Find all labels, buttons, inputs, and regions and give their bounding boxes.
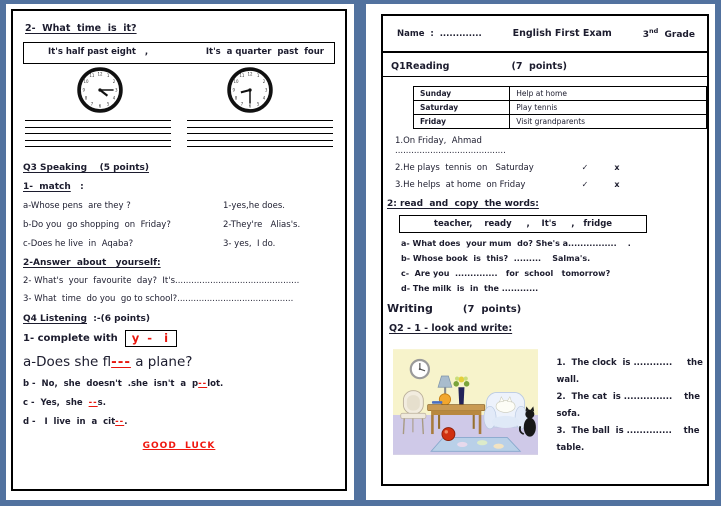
svg-text:2: 2 <box>112 79 116 85</box>
q1-heading-row <box>383 53 707 77</box>
table-row <box>414 87 707 101</box>
match-heading <box>23 182 335 192</box>
svg-text:7: 7 <box>240 101 244 107</box>
sentence: 3. The ball is .............. the table. <box>556 426 703 453</box>
listening-item-text: . <box>124 416 128 427</box>
q4-heading <box>23 314 335 324</box>
svg-text:11: 11 <box>89 73 95 79</box>
writing-lines-right <box>187 120 333 153</box>
listening-item-text: lot. <box>207 378 224 389</box>
room-picture <box>393 341 538 463</box>
picture-sentences <box>556 355 707 463</box>
match-answer: 3- yes, I do. <box>223 238 276 249</box>
words-box: teacher, ready , It's , fridge <box>399 215 647 233</box>
activity-cell: Play tennis <box>510 101 707 115</box>
time-answers-box <box>23 42 335 64</box>
listening-item-text: a plane? <box>130 353 193 370</box>
svg-text:10: 10 <box>233 79 239 85</box>
exam-header <box>383 16 707 53</box>
day-cell: Saturday <box>414 101 510 115</box>
listening-item-text: b - No, she doesn't .she isn't a p <box>23 378 199 389</box>
listening-item-text: c - Yes, she <box>23 397 89 408</box>
svg-text:7: 7 <box>90 101 94 107</box>
q2-heading: Q2 - 1 - look and write: <box>389 323 513 334</box>
page-left[interactable] <box>6 4 354 500</box>
svg-text:9: 9 <box>232 87 236 93</box>
reading-item-text: 1.On Friday, Ahmad ......................................... <box>395 136 506 156</box>
q4-heading-points: :-(6 points) <box>86 313 150 324</box>
q2-title: 2- What time is it? <box>25 23 137 34</box>
check-mark <box>567 136 603 156</box>
grade-label <box>643 27 695 40</box>
table-row <box>414 115 707 129</box>
name-field: Name : ............. <box>397 28 482 39</box>
svg-text:3: 3 <box>264 87 268 93</box>
svg-text:8: 8 <box>234 95 238 101</box>
match-row <box>23 220 335 230</box>
page-right[interactable] <box>366 4 715 500</box>
svg-text:2: 2 <box>262 79 266 85</box>
copy-item: a- What does your mum do? She's a................ . <box>401 239 631 248</box>
day-cell: Sunday <box>414 87 510 101</box>
q4-heading-label: Q4 Listening <box>23 313 87 324</box>
cross-mark <box>603 136 631 156</box>
svg-text:5: 5 <box>256 101 260 107</box>
q3-heading: Q3 Speaking (5 points) <box>23 162 149 173</box>
complete-with-box: y - i <box>125 330 177 347</box>
fill-gap: -- <box>115 416 125 427</box>
fill-gap: --- <box>111 353 131 370</box>
complete-with-label: 1- complete with <box>23 332 118 344</box>
grade-ordinal: nd <box>648 27 659 35</box>
cross-mark: x <box>614 180 620 189</box>
svg-text:5: 5 <box>106 101 110 107</box>
svg-text:3: 3 <box>114 87 118 93</box>
check-mark: ✓ <box>581 163 589 172</box>
copy-item: c- Are you .............. for school tomorrow? <box>401 269 611 278</box>
exam-title: English First Exam <box>512 28 612 39</box>
svg-text:1: 1 <box>256 73 260 79</box>
copy-item: b- Whose book is this? ......... Salma's. <box>401 254 591 263</box>
listening-item-text: a-Does she fl <box>23 353 112 370</box>
check-mark: ✓ <box>581 180 589 189</box>
reading-item-text: 3.He helps at home on Friday <box>395 180 526 190</box>
day-cell: Friday <box>414 115 510 129</box>
schedule-table <box>413 86 707 129</box>
match-question: b-Do you go shopping on Friday? <box>23 219 171 230</box>
grade-number: 3 <box>642 30 649 40</box>
page-left-border <box>11 9 347 491</box>
book-icon <box>432 401 442 404</box>
table-row <box>414 101 707 115</box>
fill-gap: -- <box>198 378 208 389</box>
grade-word: Grade <box>658 30 695 40</box>
svg-text:9: 9 <box>82 87 86 93</box>
listening-item-d <box>23 417 335 427</box>
match-heading-label: 1- match <box>23 181 71 192</box>
answer-yourself-item: 2- What's your favourite day? It's.............................................. <box>23 275 300 286</box>
svg-text:11: 11 <box>239 73 245 79</box>
svg-text:10: 10 <box>83 79 89 85</box>
listening-item-c <box>23 398 335 408</box>
good-luck-text: GOOD LUCK <box>142 440 216 451</box>
activity-cell: Visit grandparents <box>510 115 707 129</box>
match-row <box>23 239 335 249</box>
sentence: 1. The clock is ............ the wall. <box>556 358 706 385</box>
answer-yourself-heading: 2-Answer about yourself: <box>23 257 161 268</box>
writing-heading: Writing <box>387 302 433 315</box>
match-answer: 1-yes,he does. <box>223 200 285 211</box>
svg-text:6: 6 <box>98 103 102 109</box>
copy-item: d- The milk is in the ............ <box>401 284 539 293</box>
answer-yourself-item: 3- What time do you go to school?........................................... <box>23 293 294 304</box>
writing-heading-row <box>387 302 707 315</box>
time-answer-right: It's a quarter past four <box>205 47 324 57</box>
q1-points: (7 points) <box>511 61 567 72</box>
listening-item-text: s. <box>97 397 106 408</box>
match-answer: 2-They're Alias's. <box>223 219 301 230</box>
match-row <box>23 201 335 211</box>
svg-text:12: 12 <box>97 71 103 77</box>
svg-text:12: 12 <box>247 71 253 77</box>
svg-text:8: 8 <box>84 95 88 101</box>
svg-text:1: 1 <box>106 73 110 79</box>
clocks-row <box>23 67 335 113</box>
writing-points: (7 points) <box>462 304 522 315</box>
reading-item <box>395 136 707 156</box>
match-question: c-Does he live in Aqaba? <box>23 238 134 249</box>
clock-quarter-past-four-icon <box>77 67 123 113</box>
listening-item-b <box>23 379 335 389</box>
look-and-write-row <box>393 341 707 463</box>
listening-item-text: d - I live in a cit <box>23 416 116 427</box>
listening-item-a <box>23 354 335 370</box>
reading-item <box>395 180 707 190</box>
wall-clock-icon <box>411 360 429 378</box>
writing-lines-row <box>23 120 335 153</box>
reading-item <box>395 163 707 173</box>
fill-gap: -- <box>88 397 98 408</box>
time-answer-left: It's half past eight , <box>48 47 149 57</box>
svg-text:4: 4 <box>112 95 116 101</box>
writing-lines-left <box>25 120 171 153</box>
q1-heading: Q1Reading <box>391 61 450 72</box>
cross-mark: x <box>614 163 620 172</box>
match-heading-colon: : <box>70 181 84 192</box>
copy-words-heading: 2: read and copy the words: <box>387 199 539 209</box>
activity-cell: Help at home <box>510 87 707 101</box>
sentence: 2. The cat is ............... the sofa. <box>556 392 703 419</box>
match-question: a-Whose pens are they ? <box>23 200 131 211</box>
red-ball-icon <box>442 428 455 441</box>
page-right-border <box>381 14 709 486</box>
svg-text:6: 6 <box>248 103 252 109</box>
complete-with-row <box>23 330 335 347</box>
svg-text:4: 4 <box>262 95 266 101</box>
clock-half-past-eight-icon <box>227 67 273 113</box>
reading-item-text: 2.He plays tennis on Saturday <box>395 163 534 173</box>
